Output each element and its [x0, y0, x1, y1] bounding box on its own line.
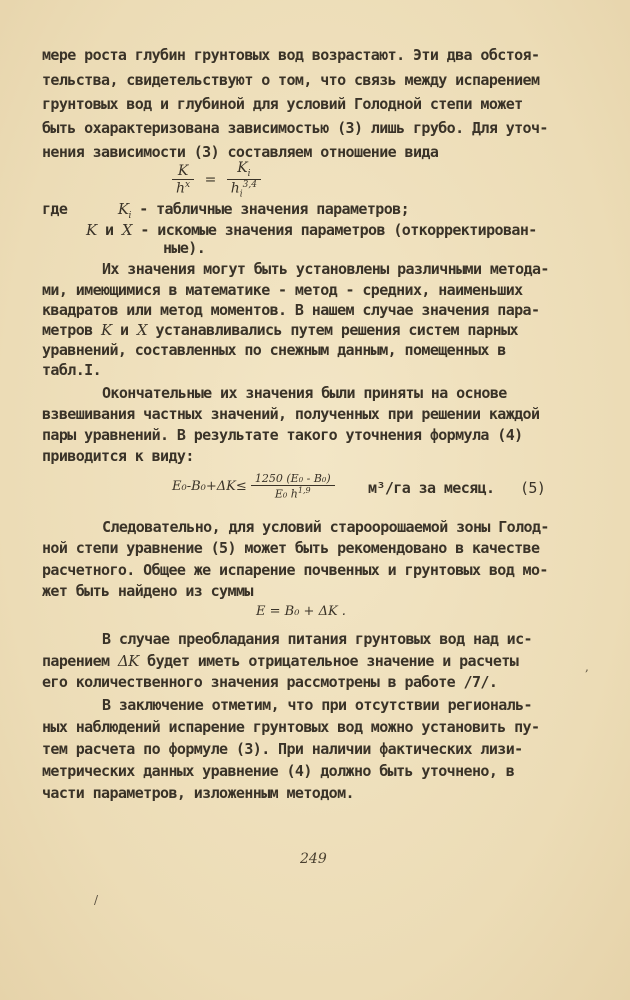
- where-label: где: [42, 200, 68, 218]
- where-text: - табличные значения параметров;: [130, 200, 409, 218]
- text-line: ные).: [163, 239, 206, 257]
- ratio-right: [227, 160, 261, 199]
- formula-fraction: [251, 472, 335, 501]
- formula-unit: м³/га за месяц.: [368, 479, 495, 497]
- text-line: метрических данных уравнение (4) должно быть уточнено, в: [42, 762, 515, 780]
- params-line: [42, 321, 518, 339]
- page-number: 249: [300, 851, 327, 867]
- stray-mark: /: [94, 893, 99, 907]
- formula-symbol: h: [230, 180, 240, 197]
- symbol-delta-k: ΔK: [117, 652, 139, 670]
- symbol-k: K: [101, 321, 112, 339]
- ratio-formula: [172, 160, 261, 199]
- text-line: ной степи уравнение (5) может быть рекомендовано в качестве: [42, 539, 540, 557]
- ratio-left: [172, 163, 194, 197]
- text-line: ми, имеющимися в математике - метод - средних, наименьших: [42, 281, 523, 299]
- formula-symbol: h: [176, 180, 186, 197]
- symbol-k: K: [117, 200, 129, 218]
- text-fragment: метров: [42, 321, 102, 339]
- formula-number: (5): [520, 479, 546, 497]
- text-line: В заключение отметим, что при отсутствии региональ-: [102, 696, 532, 714]
- formula-symbol: K: [177, 162, 189, 179]
- symbol-subscript: i: [128, 211, 131, 221]
- text-line: В случае преобладания питания грунтовых вод над ис-: [102, 630, 532, 648]
- formula-subscript: i: [247, 168, 251, 179]
- delta-line: [42, 652, 518, 670]
- where-text: - искомые значения параметров (откорректирован-: [132, 221, 537, 239]
- text-fragment: устанавливались путем решения систем парных: [147, 321, 518, 339]
- conjunction: и: [111, 321, 137, 339]
- symbol-x: X: [121, 221, 132, 239]
- text-line: части параметров, изложенным методом.: [42, 784, 354, 802]
- text-line: квадратов или метод моментов. В нашем случае значения пара-: [42, 301, 540, 319]
- text-line: приводится к виду:: [42, 447, 194, 465]
- text-line: табл.I.: [42, 361, 102, 379]
- where-line-2: [86, 221, 537, 239]
- conjunction: и: [96, 221, 122, 239]
- text-line: ных наблюдений испарение грунтовых вод можно установить пу-: [42, 718, 540, 736]
- equals-sign: =: [204, 171, 217, 188]
- text-line: Следовательно, для условий староорошаемой зоны Голод-: [102, 518, 549, 536]
- text-line: грунтовых вод и глубиной для условий Голодной степи может: [42, 95, 523, 113]
- formula-exponent: x: [185, 179, 191, 190]
- text-line: тем расчета по формуле (3). При наличии фактических лизи-: [42, 740, 523, 758]
- formula-subscript: i: [239, 189, 243, 200]
- text-line: пары уравнений. В результате такого уточнения формула (4): [42, 426, 523, 444]
- symbol-x: X: [136, 321, 148, 339]
- formula-symbol: K: [237, 160, 248, 176]
- text-line: нения зависимости (3) составляем отношение вида: [42, 143, 439, 161]
- formula-numerator: 1250 (E₀ - B₀): [251, 472, 335, 486]
- formula-5: [172, 472, 335, 501]
- text-line: тельства, свидетельствуют о том, что связь между испарением: [42, 71, 540, 89]
- text-line: Их значения могут быть установлены различными метода-: [102, 260, 549, 278]
- symbol-k: K: [86, 221, 97, 239]
- text-line: мере роста глубин грунтовых вод возрастают. Эти два обстоя-: [42, 46, 540, 64]
- text-line: Окончательные их значения были приняты на основе: [102, 384, 507, 402]
- formula-exponent: 1,9: [297, 486, 311, 495]
- text-fragment: парением: [42, 652, 118, 670]
- formula-denominator: E₀ h: [274, 487, 298, 501]
- formula-lhs: E₀-B₀+ΔK≤: [172, 478, 247, 494]
- text-line: взвешивания частных значений, полученных при решении каждой: [42, 405, 540, 423]
- formula-exponent: 3,4: [242, 179, 257, 190]
- text-line: уравнений, составленных по снежным данным, помещенных в: [42, 341, 506, 359]
- stray-mark: ,: [585, 660, 589, 674]
- text-line: его количественного значения рассмотрены в работе /7/.: [42, 673, 498, 691]
- text-fragment: будет иметь отрицательное значение и расчеты: [138, 652, 519, 670]
- text-line: расчетного. Общее же испарение почвенных и грунтовых вод мо-: [42, 561, 548, 579]
- text-line: жет быть найдено из суммы: [42, 582, 253, 600]
- text-line: быть охарактеризована зависимостью (3) лишь грубо. Для уточ-: [42, 119, 548, 137]
- formula-sum: E = B₀ + ΔK .: [256, 604, 346, 619]
